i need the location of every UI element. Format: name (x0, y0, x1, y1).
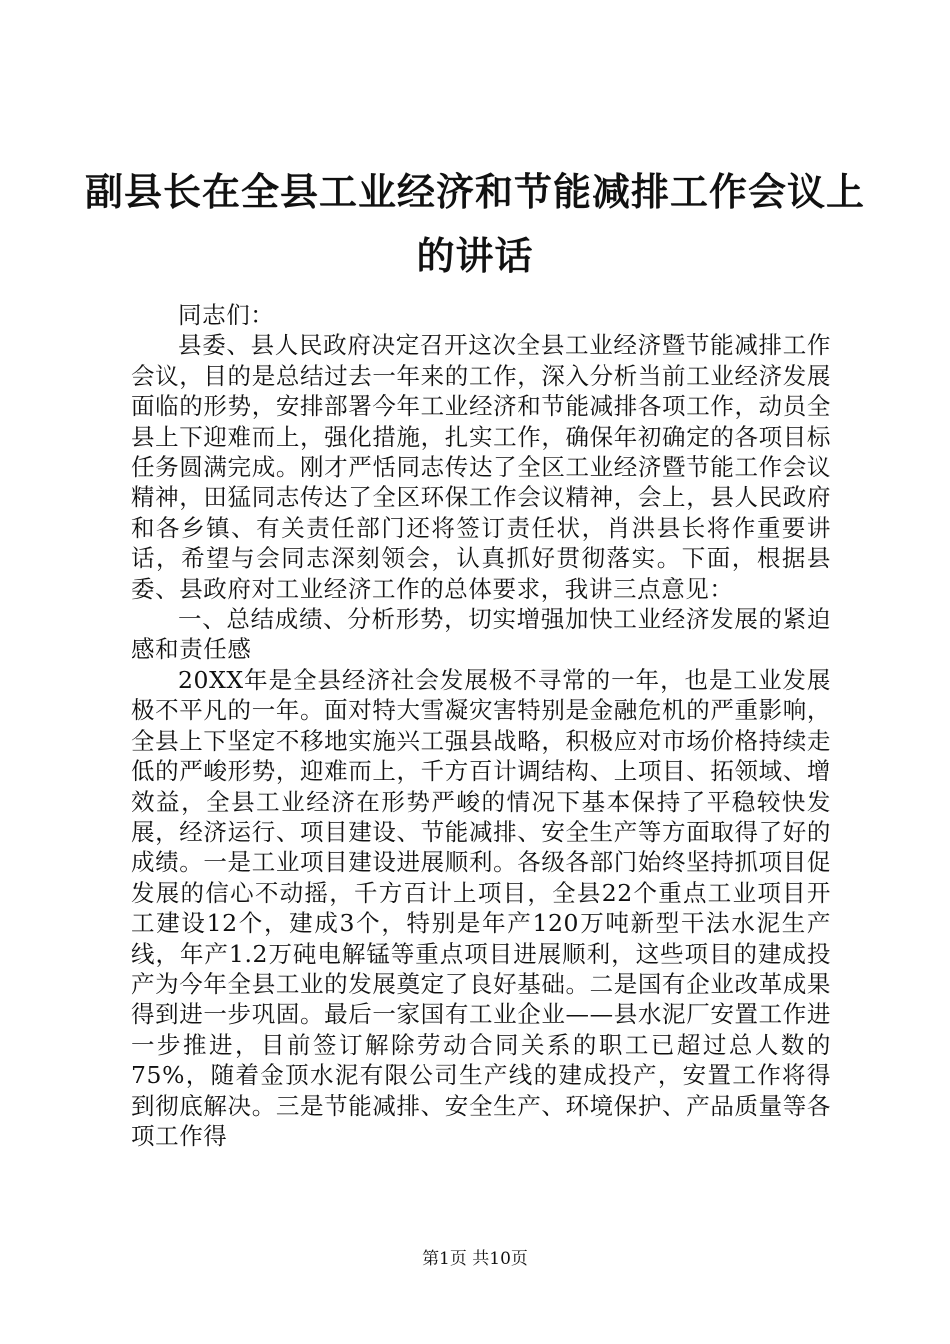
document-body (131, 300, 831, 1151)
page-number-footer: 第1页 共10页 (422, 1249, 528, 1269)
greeting-paragraph: 同志们： (178, 301, 275, 329)
intro-paragraph: 县委、县人民政府决定召开这次全县工业经济暨节能减排工作会议，目的是总结过去一年来的工作，深入分析当前工业经济发展面临的形势，安排部署今年工业经济和节能减排各项工作，动员全县上下迎难而上，强化措施，扎实工作，确保年初确定的各项目标任务圆满完成。刚才严恬同志传达了全区工业经济暨节能工作会议精神，田猛同志传达了全区环保工作会议精神，会上，县人民政府和各乡镇、有关责任部门还将签订责任状，肖洪县长将作重要讲话，希望与会同志深刻领会，认真抓好贯彻落实。下面，根据县委、县政府对工业经济工作的总体要求，我讲三点意见： (131, 331, 831, 603)
document-title: 副县长在全县工业经济和节能减排工作会议上的讲话 (84, 169, 865, 278)
section-heading: 一、总结成绩、分析形势，切实增强加快工业经济发展的紧迫感和责任感 (131, 605, 831, 664)
body-paragraph: 20XX年是全县经济社会发展极不寻常的一年，也是工业发展极不平凡的一年。面对特大雪凝灾害特别是金融危机的严重影响，全县上下坚定不移地实施兴工强县战略，积极应对市场价格持续走低的严峻形势，迎难而上，千方百计调结构、上项目、拓领域、增效益，全县工业经济在形势严峻的情况下基本保持了平稳较快发展，经济运行、项目建设、节能减排、安全生产等方面取得了好的成绩。一是工业项目建设进展顺利。各级各部门始终坚持抓项目促发展的信心不动摇，千方百计上项目，全县22个重点工业项目开工建设12个，建成3个，特别是年产120万吨新型干法水泥生产线，年产1.2万砘电解锰等重点项目进展顺利，这些项目的建成投产为今年全县工业的发展奠定了良好基础。二是国有企业改革成果得到进一步巩固。最后一家国有工业企业——县水泥厂安置工作进一步推进，目前签订解除劳动合同关系的职工已超过总人数的75%，随着金顶水泥有限公司生产线的建成投产，安置工作将得到彻底解决。三是节能减排、安全生产、环境保护、产品质量等各项工作得 (131, 665, 831, 1150)
